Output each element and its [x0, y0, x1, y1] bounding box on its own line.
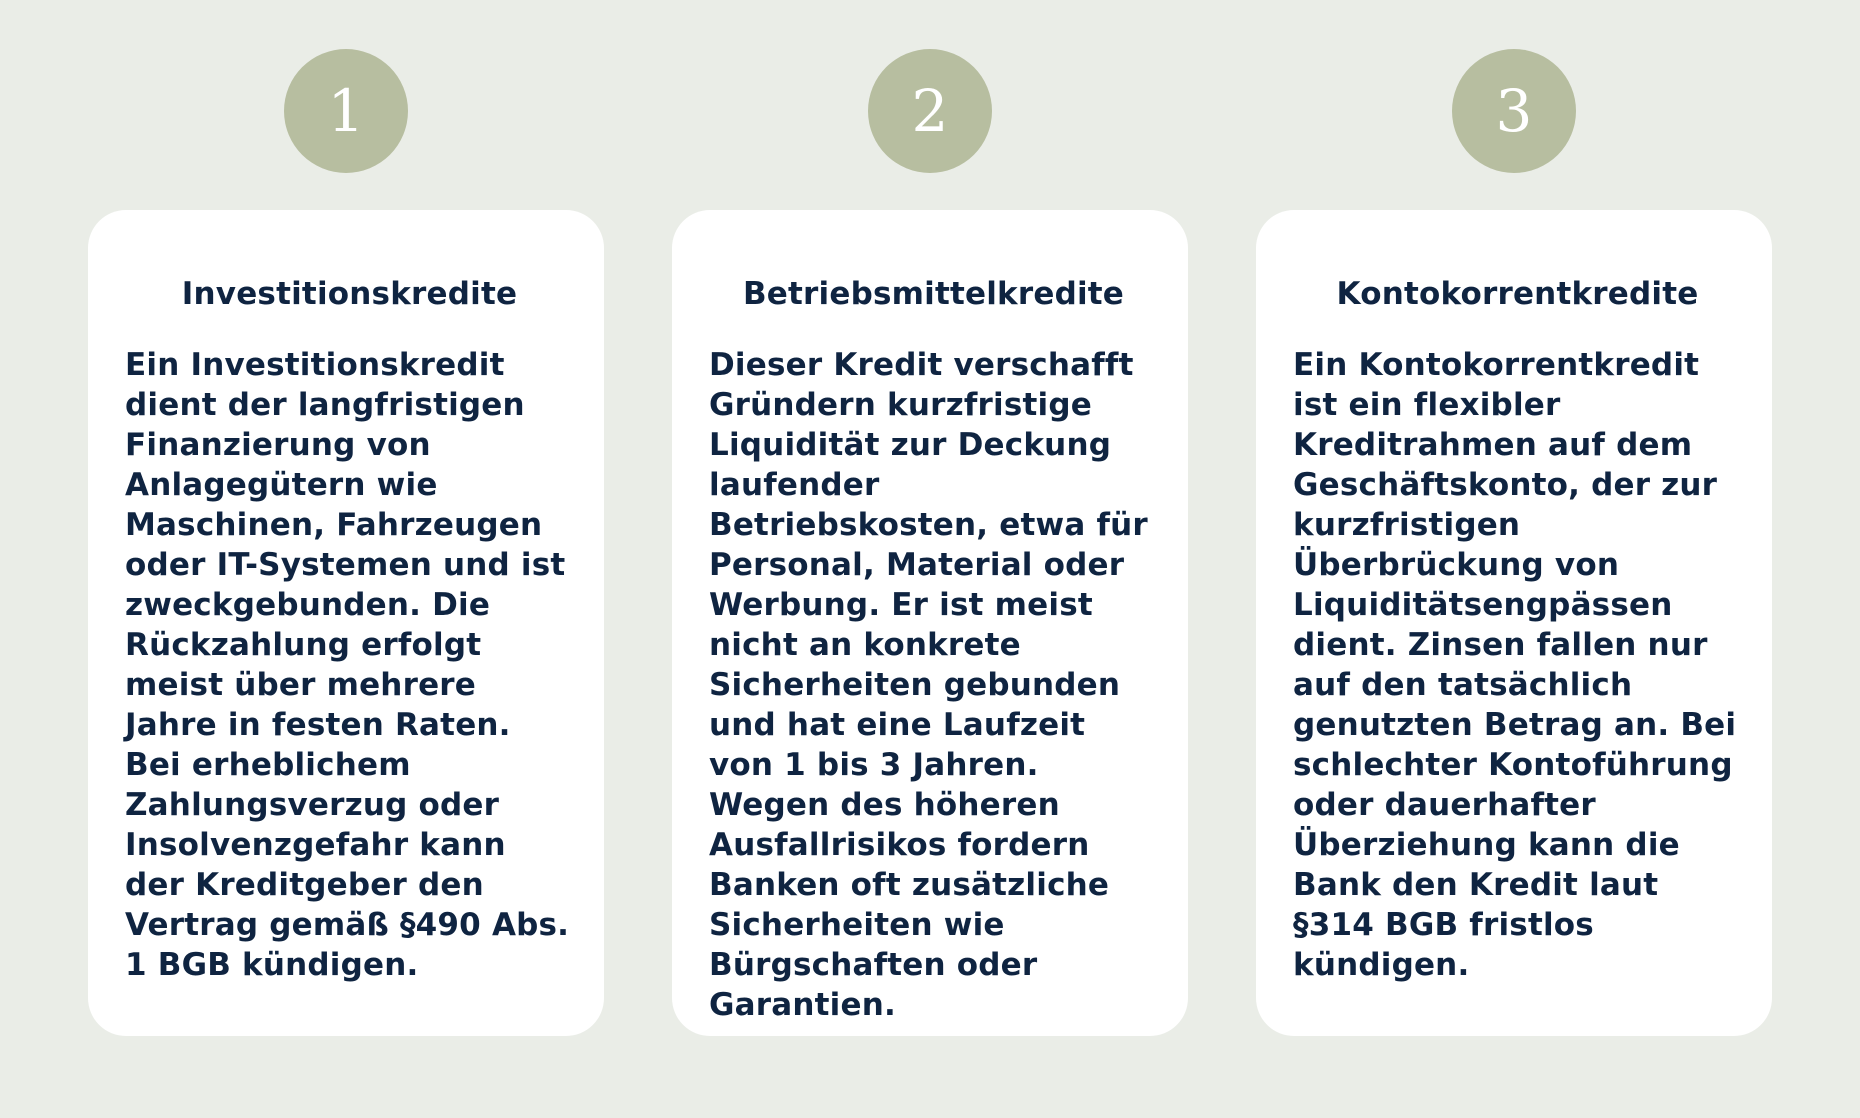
card-title: Kontokorrentkredite	[1336, 276, 1699, 312]
credit-type-column-3	[1256, 0, 1772, 1118]
credit-type-card	[1256, 210, 1772, 1036]
card-description: Dieser Kredit verschafft Gründern kurzfristige Liquidität zur Deckung laufender Betriebskosten, etwa für Personal, Material oder Werbung. Er ist meist nicht an konkrete Sicherheiten gebunden und hat eine Laufzeit von 1 bis 3 Jahren. Wegen des höheren Ausfallrisikos fordern Banken oft zusätzliche Sicherheiten wie Bürgschaften oder Garantien.	[709, 347, 1148, 1023]
credit-type-column-2	[672, 0, 1188, 1118]
step-number-badge: 1	[284, 49, 408, 173]
credit-type-column-1	[88, 0, 604, 1118]
card-description: Ein Kontokorrentkredit ist ein flexibler Kreditrahmen auf dem Geschäftskonto, der zur kurzfristigen Überbrückung von Liquiditätsengpässen dient. Zinsen fallen nur auf den tatsächlich genutzten Betrag an. Bei schlechter Kontoführung oder dauerhafter Überziehung kann die Bank den Kredit laut §314 BGB fristlos kündigen.	[1293, 347, 1737, 983]
step-number-badge: 2	[868, 49, 992, 173]
card-description: Ein Investitionskredit dient der langfristigen Finanzierung von Anlagegütern wie Maschinen, Fahrzeugen oder IT-Systemen und ist zweckgebunden. Die Rückzahlung erfolgt meist über mehrere Jahre in festen Raten. Bei erheblichem Zahlungsverzug oder Insolvenzgefahr kann der Kreditgeber den Vertrag gemäß §490 Abs. 1 BGB kündigen.	[125, 347, 570, 983]
card-title: Betriebsmittelkredite	[742, 276, 1125, 312]
step-number-badge: 3	[1452, 49, 1576, 173]
credit-type-card	[672, 210, 1188, 1036]
credit-type-card	[88, 210, 604, 1036]
card-title: Investitionskredite	[181, 276, 518, 312]
